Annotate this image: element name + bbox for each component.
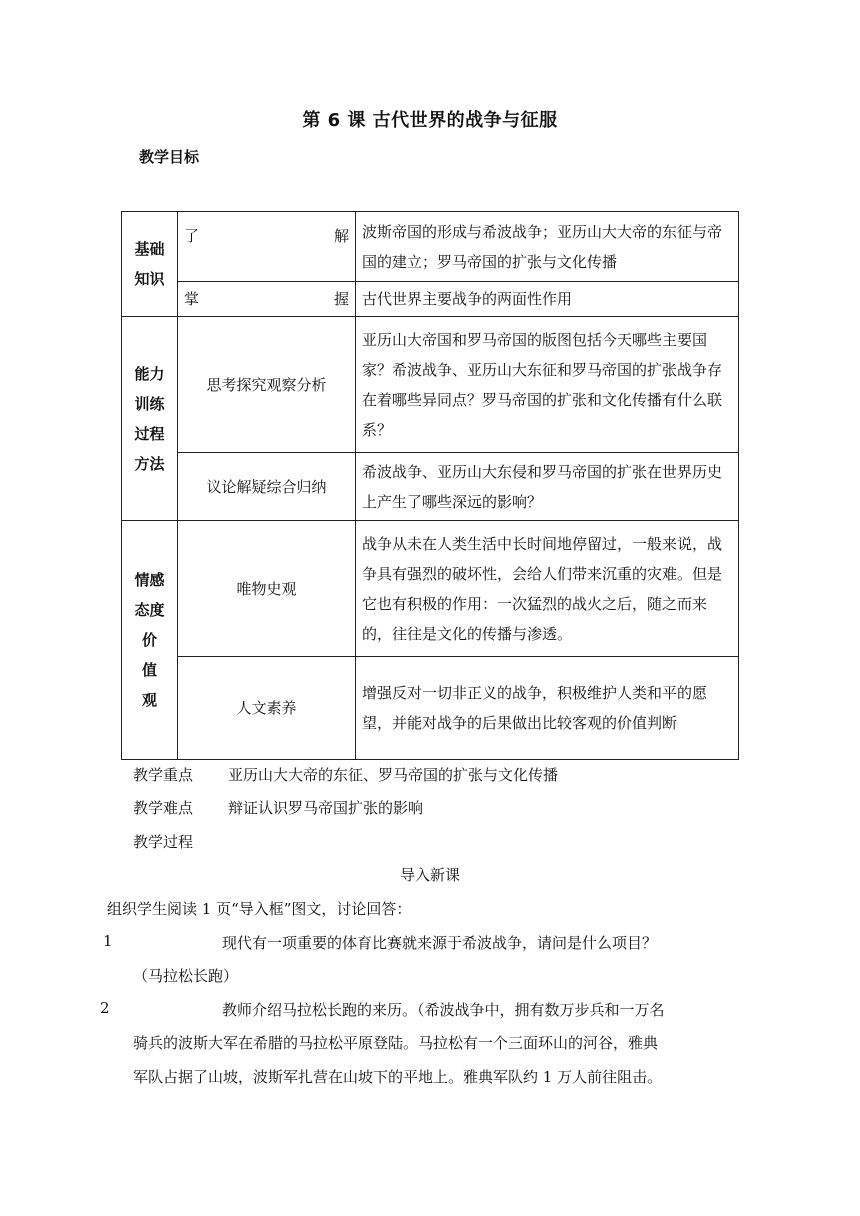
objectives-table — [121, 211, 739, 760]
description-cell: 战争从未在人类生活中长时间地停留过，一般来说，战争具有强烈的破坏性，会给人们带来沉重的灾难。但是它也有积极的作用：一次猛烈的战火之后，随之而来的，往往是文化的传播与渗透。 — [356, 521, 739, 657]
question-text: 现代有一项重要的体育比赛就来源于希波战争，请问是什么项目？ — [222, 934, 658, 952]
sub-category-cell: 唯物史观 — [178, 521, 356, 657]
key-points-text: 亚历山大大帝的东征、罗马帝国的扩张与文化传播 — [228, 766, 559, 784]
difficulties-text: 辩证认识罗马帝国扩张的影响 — [228, 799, 424, 817]
description-cell: 增强反对一切非正义的战争，积极维护人类和平的愿望，并能对战争的后果做出比较客观的价值判断 — [356, 657, 739, 760]
category-cell: 能力 训练 过程 方法 — [122, 317, 178, 521]
sub-category-cell: 思考探究观察分析 — [178, 317, 356, 453]
intro-heading: 导入新课 — [399, 866, 460, 884]
table-row — [122, 212, 739, 282]
question-number: 2 — [100, 999, 110, 1017]
sub-category-cell: 掌 握 — [178, 282, 356, 317]
description-cell: 波斯帝国的形成与希波战争；亚历山大大帝的东征与帝国的建立；罗马帝国的扩张与文化传播 — [356, 212, 739, 282]
question-continuation: 骑兵的波斯大军在希腊的马拉松平原登陆。马拉松有一个三面环山的河谷，雅典 — [133, 1034, 659, 1052]
sub-category-cell: 了 解 — [178, 212, 356, 282]
table-row — [122, 317, 739, 453]
table-row — [122, 453, 739, 521]
description-cell: 古代世界主要战争的两面性作用 — [356, 282, 739, 317]
table-row — [122, 282, 739, 317]
intro-text: 组织学生阅读 1 页“导入框”图文，讨论回答： — [107, 900, 412, 918]
objectives-heading: 教学目标 — [139, 148, 200, 166]
category-cell: 基础 知识 — [122, 212, 178, 317]
table-row — [122, 521, 739, 657]
sub-category-cell: 议论解疑综合归纳 — [178, 453, 356, 521]
sub-category-cell: 人文素养 — [178, 657, 356, 760]
lesson-title: 第 6 课 古代世界的战争与征服 — [302, 110, 558, 131]
question-text: 教师介绍马拉松长跑的来历。（希波战争中，拥有数万步兵和一万名 — [222, 1001, 665, 1019]
description-cell: 亚历山大帝国和罗马帝国的版图包括今天哪些主要国家？希波战争、亚历山大东征和罗马帝国的扩张战争存在着哪些异同点？罗马帝国的扩张和文化传播有什么联系？ — [356, 317, 739, 453]
question-number: 1 — [103, 932, 113, 950]
question-continuation: 军队占据了山坡，波斯军扎营在山坡下的平地上。雅典军队约 1 万人前往阻击。 — [133, 1068, 663, 1086]
category-cell: 情感 态度 价 值 观 — [122, 521, 178, 760]
process-label: 教学过程 — [133, 833, 194, 851]
difficulties-label: 教学难点 — [133, 799, 194, 817]
table-row — [122, 657, 739, 760]
description-cell: 希波战争、亚历山大东侵和罗马帝国的扩张在世界历史上产生了哪些深远的影响？ — [356, 453, 739, 521]
key-points-label: 教学重点 — [133, 766, 194, 784]
question-answer: （马拉松长跑） — [133, 967, 239, 985]
